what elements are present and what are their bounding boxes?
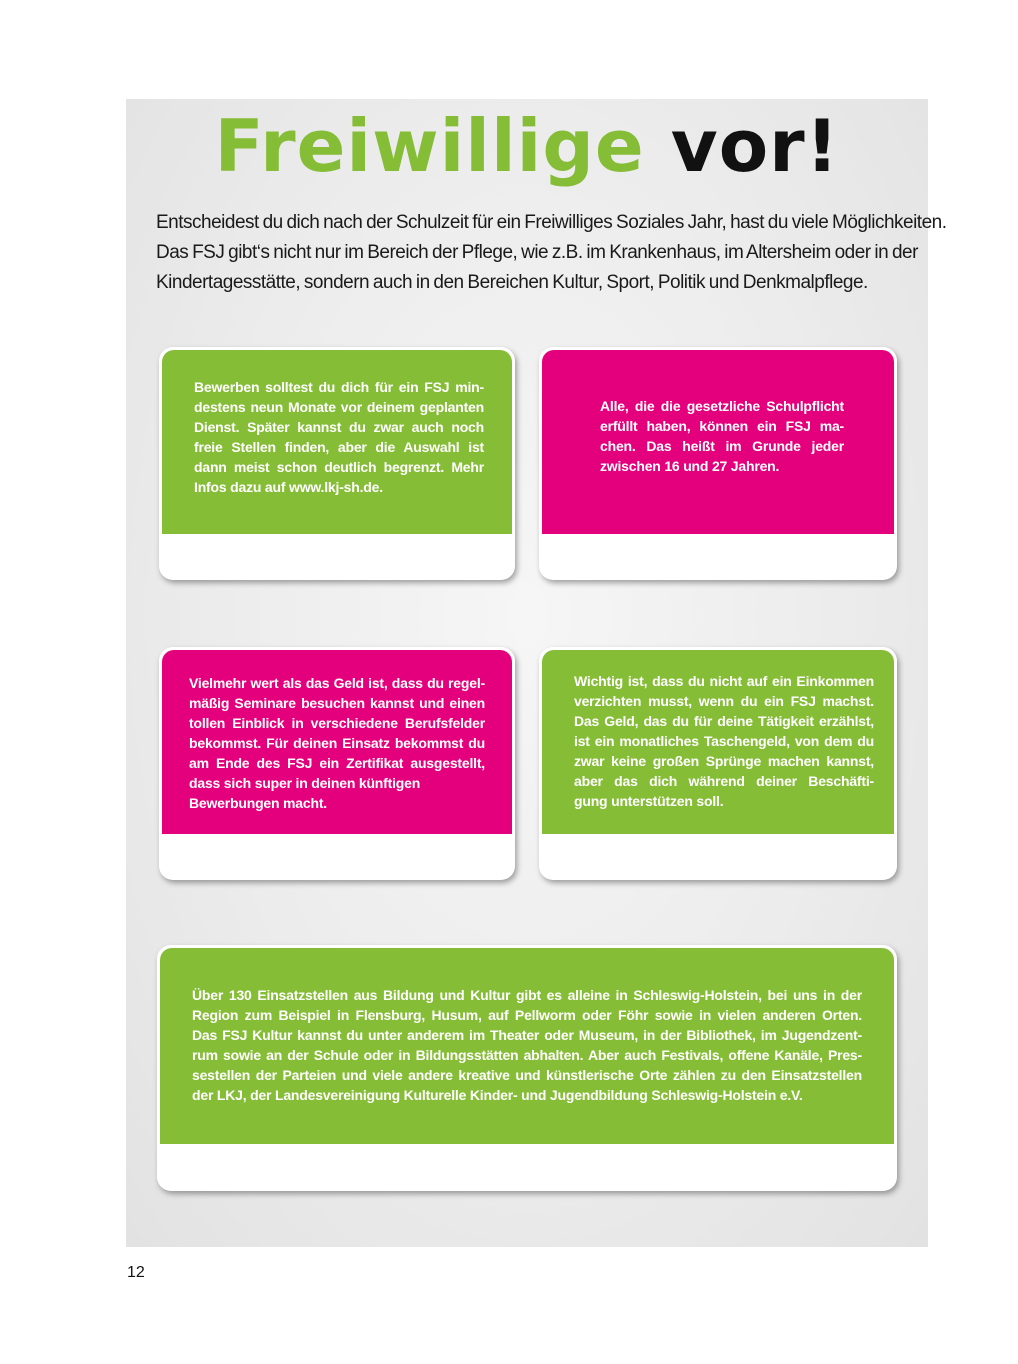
- card-line: freie Stellen finden, aber die Auswahl ist: [194, 439, 484, 455]
- card-line: dann meist schon deutlich begrenzt. Mehr: [194, 459, 484, 475]
- card-line: Das FSJ Kultur kannst du unter anderem im Theater oder Museum, in der Bibliothek, im Jugendzent-: [192, 1027, 862, 1043]
- card-line: aber das dich während deiner Beschäfti-: [574, 773, 874, 789]
- title-part-1: Freiwillige: [214, 104, 645, 188]
- card-line: Über 130 Einsatzstellen aus Bildung und Kultur gibt es alleine in Schleswig-Holstein, bei uns in der: [192, 987, 862, 1003]
- card-schulpflicht: [539, 347, 897, 580]
- title-part-2: vor!: [670, 104, 840, 188]
- card-einsatzstellen-text: [192, 985, 862, 1105]
- card-line: Region zum Beispiel in Flensburg, Husum, auf Pellworm oder Föhr sowie in vielen anderen Orten.: [192, 1007, 862, 1023]
- intro-line: Kindertagesstätte, sondern auch in den Bereichen Kultur, Sport, Politik und Denkmalpflege.: [156, 272, 868, 293]
- card-line: dass sich super in deinen künftigen: [189, 775, 421, 791]
- card-line: verzichten musst, wenn du ein FSJ machst.: [574, 693, 874, 709]
- card-seminare: [159, 647, 515, 880]
- card-line: tollen Einblick in verschiedene Berufsfelder: [189, 715, 485, 731]
- card-line: rum sowie an der Schule oder in Bildungsstätten abhalten. Aber auch Festivals, offene Kanäle, Pres-: [192, 1047, 862, 1063]
- intro-line: Entscheidest du dich nach der Schulzeit für ein Freiwilliges Soziales Jahr, hast du viele Möglichkeiten.: [156, 212, 947, 233]
- card-line: gung unterstützen soll.: [574, 793, 724, 809]
- card-seminare-text: [189, 673, 485, 813]
- card-bewerben-text: [194, 377, 484, 497]
- card-line: Dienst. Später kannst du zwar auch noch: [194, 419, 484, 435]
- card-line: der LKJ, der Landesvereinigung Kulturelle Kinder- und Jugendbildung Schleswig-Holstein e.V.: [192, 1087, 803, 1103]
- page-number: 12: [127, 1264, 145, 1281]
- card-schulpflicht-text: [600, 396, 844, 476]
- card-line: erfüllt haben, können ein FSJ ma-: [600, 418, 844, 434]
- intro-paragraph: [156, 208, 947, 298]
- card-line: Bewerben solltest du dich für ein FSJ min-: [194, 379, 484, 395]
- card-line: sestellen der Parteien und viele andere kreative und künstlerische Orte zählen zu den Einsatzstellen: [192, 1067, 862, 1083]
- card-line: Wichtig ist, dass du nicht auf ein Einkommen: [574, 673, 874, 689]
- card-line: Bewerbungen macht.: [189, 795, 327, 811]
- card-line: Vielmehr wert als das Geld ist, dass du regel-: [189, 675, 485, 691]
- card-einkommen: [539, 647, 897, 880]
- card-line: Alle, die die gesetzliche Schulpflicht: [600, 398, 844, 414]
- card-line: zwischen 16 und 27 Jahren.: [600, 458, 780, 474]
- card-line: mäßig Seminare besuchen kannst und einen: [189, 695, 485, 711]
- card-einsatzstellen: [157, 945, 897, 1191]
- intro-line: Das FSJ gibt‘s nicht nur im Bereich der Pflege, wie z.B. im Krankenhaus, im Altersheim oder in der: [156, 242, 918, 263]
- card-line: bekommst. Für deinen Einsatz bekommst du: [189, 735, 485, 751]
- card-line: Das Geld, das du für deine Tätigkeit erzählst,: [574, 713, 874, 729]
- card-bewerben: [159, 347, 515, 580]
- card-einkommen-text: [574, 671, 874, 811]
- card-line: chen. Das heißt im Grunde jeder: [600, 438, 844, 454]
- card-line: am Ende des FSJ ein Zertifikat ausgestellt,: [189, 755, 485, 771]
- card-line: zwar keine großen Sprünge machen kannst,: [574, 753, 874, 769]
- card-line: ist ein monatliches Taschengeld, von dem du: [574, 733, 874, 749]
- page-title: [126, 104, 928, 188]
- card-line: destens neun Monate vor deinem geplanten: [194, 399, 484, 415]
- card-line: Infos dazu auf www.lkj-sh.de.: [194, 479, 383, 495]
